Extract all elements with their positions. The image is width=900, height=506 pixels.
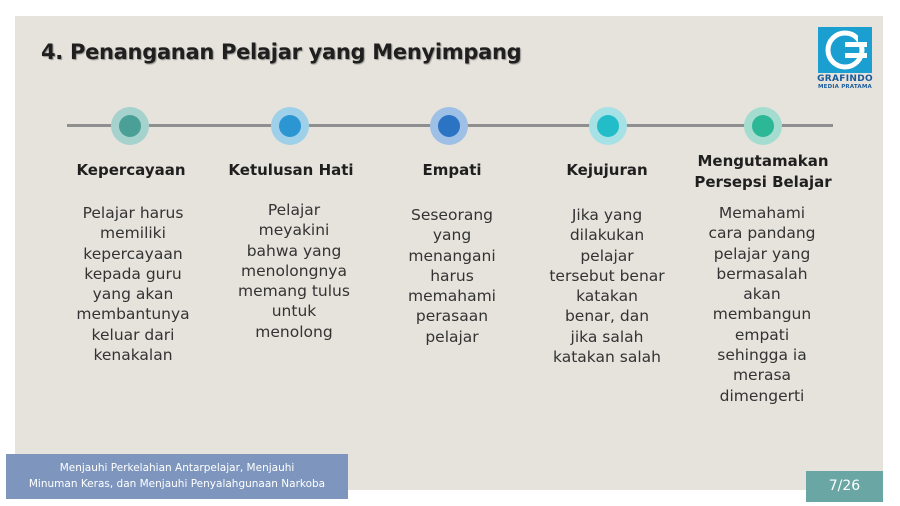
column-body-kepercayaan bbox=[68, 203, 198, 365]
column-body-line: memahami bbox=[408, 287, 496, 306]
column-body-line: tersebut benar bbox=[549, 266, 665, 285]
timeline-node-dot bbox=[279, 115, 301, 137]
logo-text-brand: GRAFINDO bbox=[817, 74, 873, 84]
column-body-line: bahwa yang bbox=[246, 241, 342, 260]
logo-emblem-icon bbox=[818, 27, 872, 73]
column-body-line: menangani bbox=[408, 246, 496, 265]
column-body-line: katakan bbox=[576, 287, 638, 306]
column-body-line: jika salah bbox=[570, 327, 644, 346]
column-body-line: Pelajar bbox=[267, 201, 321, 219]
column-body-line: yang akan bbox=[92, 285, 174, 304]
column-body-line: cara pandang bbox=[708, 224, 816, 243]
column-body-line: menolongnya bbox=[241, 261, 347, 280]
timeline-node-5 bbox=[744, 107, 782, 145]
timeline-node-dot bbox=[438, 115, 460, 137]
column-body-line: Memahami bbox=[718, 204, 806, 222]
column-body-line: membantunya bbox=[76, 305, 190, 324]
column-body-line: untuk bbox=[271, 302, 317, 321]
timeline-node-4 bbox=[589, 107, 627, 145]
column-body-line: meyakini bbox=[258, 221, 330, 240]
timeline-node-2 bbox=[271, 107, 309, 145]
column-body-line: merasa bbox=[732, 366, 792, 385]
column-body-kejujuran bbox=[542, 205, 672, 367]
column-body-line: membangun bbox=[712, 305, 812, 324]
column-body-line: harus bbox=[430, 266, 474, 285]
logo-text-sub: MEDIA PRATAMA bbox=[817, 84, 873, 90]
column-heading-persepsi-belajar bbox=[693, 151, 833, 193]
column-heading-kepercayaan: Kepercayaan bbox=[76, 161, 186, 179]
timeline-node-dot bbox=[119, 115, 141, 137]
column-body-line: kepada guru bbox=[84, 264, 182, 283]
column-body-line: kenakalan bbox=[93, 346, 173, 365]
column-body-line: yang bbox=[432, 226, 472, 245]
column-body-line: menolong bbox=[255, 322, 333, 341]
column-heading-empati: Empati bbox=[422, 161, 482, 179]
column-heading-ketulusan-hati: Ketulusan Hati bbox=[228, 161, 354, 179]
column-body-line: memang tulus bbox=[238, 282, 350, 301]
column-body-line: keluar dari bbox=[91, 325, 175, 344]
column-body-line: memiliki bbox=[100, 224, 166, 243]
timeline-node-1 bbox=[111, 107, 149, 145]
column-body-line: dimengerti bbox=[719, 386, 805, 405]
column-body-line: empati bbox=[734, 325, 790, 344]
column-body-line: bermasalah bbox=[716, 264, 808, 283]
column-body-line: pelajar bbox=[425, 327, 479, 346]
column-body-line: sehingga ia bbox=[717, 346, 807, 365]
column-body-persepsi-belajar bbox=[697, 203, 827, 406]
column-heading-line: Persepsi Belajar bbox=[694, 173, 832, 191]
column-body-line: pelajar yang bbox=[713, 244, 811, 263]
column-body-line: Jika yang bbox=[571, 206, 643, 224]
footer-line: Minuman Keras, dan Menjauhi Penyalahgunaan Narkoba bbox=[28, 478, 326, 490]
timeline-node-3 bbox=[430, 107, 468, 145]
column-body-line: benar, dan bbox=[564, 307, 650, 326]
timeline-node-dot bbox=[752, 115, 774, 137]
column-body-empati bbox=[387, 205, 517, 347]
footer-line: Menjauhi Perkelahian Antarpelajar, Menjauhi bbox=[59, 462, 295, 474]
page-number: 7/26 bbox=[806, 471, 883, 502]
column-heading-kejujuran: Kejujuran bbox=[566, 161, 648, 179]
column-body-ketulusan-hati bbox=[229, 200, 359, 342]
column-body-line: akan bbox=[743, 285, 781, 304]
grafindo-logo bbox=[816, 27, 874, 91]
slide-title: 4. Penanganan Pelajar yang Menyimpang bbox=[41, 40, 522, 64]
timeline-node-dot bbox=[597, 115, 619, 137]
column-body-line: perasaan bbox=[415, 307, 489, 326]
column-heading-line: Mengutamakan bbox=[697, 152, 829, 170]
column-body-line: dilakukan bbox=[569, 226, 645, 245]
column-body-line: Seseorang bbox=[410, 206, 493, 224]
column-body-line: kepercayaan bbox=[83, 244, 183, 263]
column-body-line: katakan salah bbox=[553, 348, 661, 367]
column-body-line: pelajar bbox=[580, 246, 634, 265]
column-body-line: Pelajar harus bbox=[82, 204, 184, 222]
footer-banner bbox=[6, 454, 348, 499]
